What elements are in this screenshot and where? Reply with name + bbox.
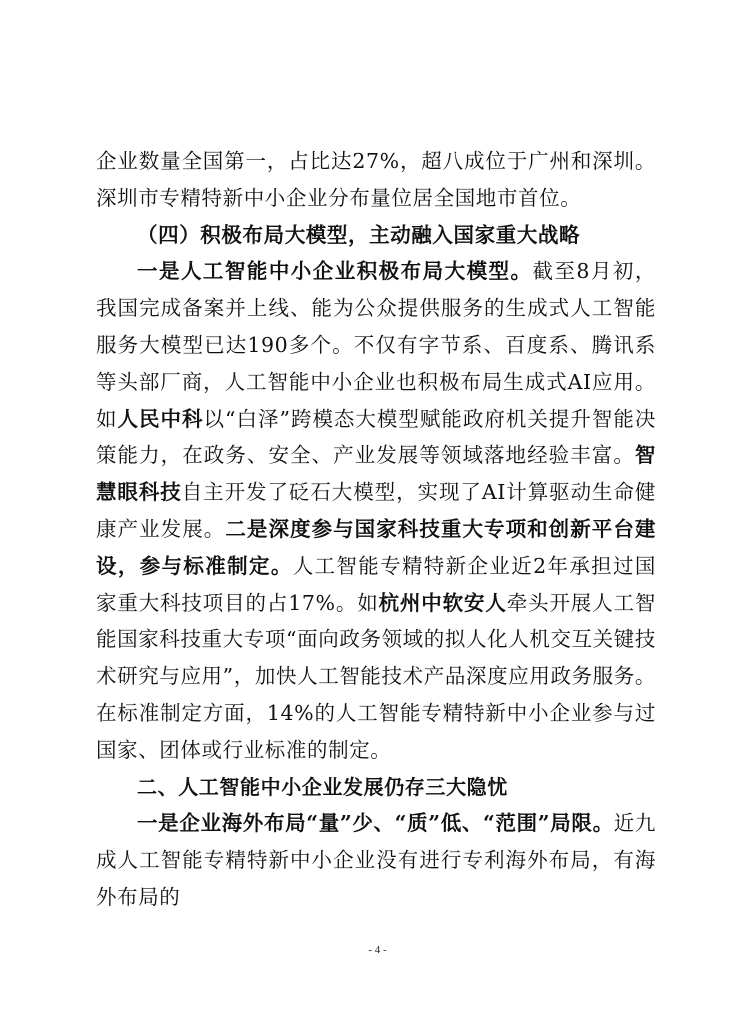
- company-name-bold: 智慧眼科技: [96, 443, 656, 505]
- heading-text: （四）积极布局大模型，主动融入国家重大战略: [137, 222, 581, 247]
- paragraph-text: 截至8月初，我国完成备案并上线、能为公众提供服务的生成式人工智能服务大模型已达190多个。不仅有字节系、百度系、腾讯系等头部厂商，人工智能中小企业也积极布局生成式AI应用。如: [96, 259, 656, 431]
- paragraph-overseas: [96, 805, 656, 915]
- page-body: [96, 143, 656, 916]
- paragraph-text: 企业数量全国第一，占比达27%，超八成位于广州和深圳。深圳市专精特新中小企业分布量位居全国地市首位。: [96, 149, 656, 210]
- paragraph-text: 自主开发了砭石大模型，实现了AI计算驱动生命健康产业发展。: [96, 480, 656, 541]
- paragraph-text: 人工智能专精特新企业近2年承担过国家重大科技项目的占17%。如: [96, 553, 656, 615]
- page-number: - 4 -: [368, 944, 387, 956]
- bold-lead-sentence: 一是企业海外布局“量”少、“质”低、“范围”局限。: [137, 811, 614, 836]
- bold-lead-sentence: 一是人工智能中小企业积极布局大模型。: [137, 259, 533, 284]
- heading-text: 二、人工智能中小企业发展仍存三大隐忧: [137, 774, 508, 799]
- company-name-bold: 杭州中软安人: [378, 590, 507, 615]
- company-name-bold: 人民中科: [117, 406, 204, 431]
- section-heading-2: [96, 769, 656, 806]
- bold-lead-sentence: 二是深度参与国家科技重大专项和创新平台建设，参与标准制定。: [96, 516, 656, 578]
- paragraph-text: 以“白泽”跨模态大模型赋能政府机关提升智能决策能力，在政务、安全、产业发展等领域落地经验丰富。: [96, 406, 656, 468]
- section-heading-4: [96, 217, 656, 254]
- paragraph-text: 近九成人工智能专精特新中小企业没有进行专利海外布局，有海外布局的: [96, 811, 657, 909]
- paragraph-text: 牵头开展人工智能国家科技重大专项“面向政务领域的拟人化人机交互关键技术研究与应用”，加快人工智能技术产品深度应用政务服务。在标准制定方面，14%的人工智能专精特新中小企业参与过国家、团体或行业标准的制定。: [96, 590, 656, 762]
- paragraph-continuation: [96, 143, 656, 217]
- paragraph-large-models: [96, 253, 656, 768]
